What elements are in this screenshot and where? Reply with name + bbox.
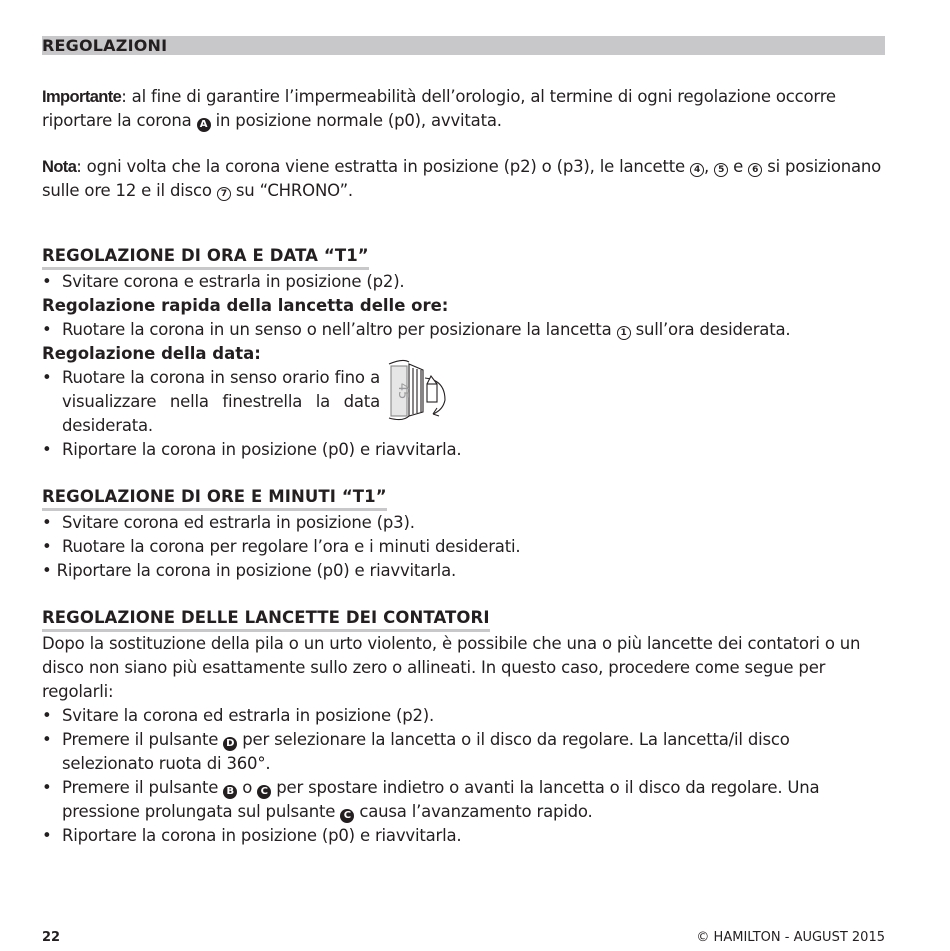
- list-item: • Premere il pulsante D per selezionare la lancetta o il disco da regolare. La lancetta/il disco selezionato ruota di 360°.: [42, 728, 885, 776]
- note-paragraph: Nota: ogni volta che la corona viene estratta in posizione (p2) o (p3), le lancette 4 , 5 e 6 si posizionano sulle ore 12 e il disco 7 su “CHRONO”.: [42, 157, 882, 200]
- hand-6-badge-icon: 6: [748, 163, 762, 177]
- pusher-c-badge-icon: C: [257, 785, 271, 799]
- list-item: • Riportare la corona in posizione (p0) e riavvitarla.: [42, 561, 457, 580]
- crown-rotation-illustration-icon: [387, 358, 453, 422]
- list-item: • Riportare la corona in posizione (p0) e riavvitarla.: [42, 824, 885, 848]
- list-item: • Svitare corona ed estrarla in posizione (p3).: [42, 511, 885, 535]
- subheading-quick-hour: Regolazione rapida della lancetta delle ore:: [42, 296, 449, 315]
- important-label: Importante: [42, 88, 122, 106]
- pusher-c-badge-icon: C: [340, 809, 354, 823]
- pusher-d-badge-icon: D: [223, 737, 237, 751]
- disc-7-badge-icon: 7: [217, 187, 231, 201]
- section-3-list: [42, 704, 885, 848]
- note-label: Nota: [42, 158, 77, 176]
- list-item: • Svitare corona e estrarla in posizione (p2).: [42, 270, 885, 294]
- list-item: • Ruotare la corona in un senso o nell’altro per posizionare la lancetta 1 sull’ora desiderata.: [42, 318, 885, 342]
- list-item: • Ruotare la corona per regolare l’ora e i minuti desiderati.: [42, 535, 885, 559]
- page-content: [42, 36, 885, 848]
- list-item: • Premere il pulsante B o C per spostare indietro o avanti la lancetta o il disco da regolare. Una pressione prolungata sul pulsante C causa l’avanzamento rapido.: [42, 776, 885, 824]
- counters-intro: Dopo la sostituzione della pila o un urto violento, è possibile che una o più lancette dei contatori o un disco non siano più esattamente sullo zero o allineati. In questo caso, procedere come segue per regolarli:: [42, 634, 861, 701]
- crown-a-badge-icon: A: [197, 118, 211, 132]
- pusher-b-badge-icon: B: [223, 785, 237, 799]
- list-item: • Riportare la corona in posizione (p0) e riavvitarla.: [42, 438, 885, 462]
- subheading-date: Regolazione della data:: [42, 344, 261, 363]
- date-window-label: 45: [395, 382, 410, 400]
- section-title: REGOLAZIONI: [42, 36, 885, 55]
- hand-4-badge-icon: 4: [690, 163, 704, 177]
- section-1-list: [42, 270, 885, 294]
- list-item: • Svitare la corona ed estrarla in posizione (p2).: [42, 704, 885, 728]
- important-paragraph: Importante: al fine di garantire l’impermeabilità dell’orologio, al termine di ogni regolazione occorre riportare la corona A in posizione normale (p0), avvitata.: [42, 87, 836, 130]
- hand-1-badge-icon: 1: [617, 326, 631, 340]
- list-item: • Ruotare la corona in senso orario fino a visualizzare nella finestrella la data desiderata. 45: [42, 366, 885, 438]
- copyright: © HAMILTON - AUGUST 2015: [696, 930, 885, 945]
- section-2-list: [42, 511, 885, 583]
- page-number: 22: [42, 930, 61, 945]
- hand-5-badge-icon: 5: [714, 163, 728, 177]
- section-heading-counters: REGOLAZIONE DELLE LANCETTE DEI CONTATORI: [42, 607, 490, 632]
- section-heading-hours-minutes: REGOLAZIONE DI ORE E MINUTI “T1”: [42, 486, 387, 511]
- section-heading-time-date: REGOLAZIONE DI ORA E DATA “T1”: [42, 245, 369, 270]
